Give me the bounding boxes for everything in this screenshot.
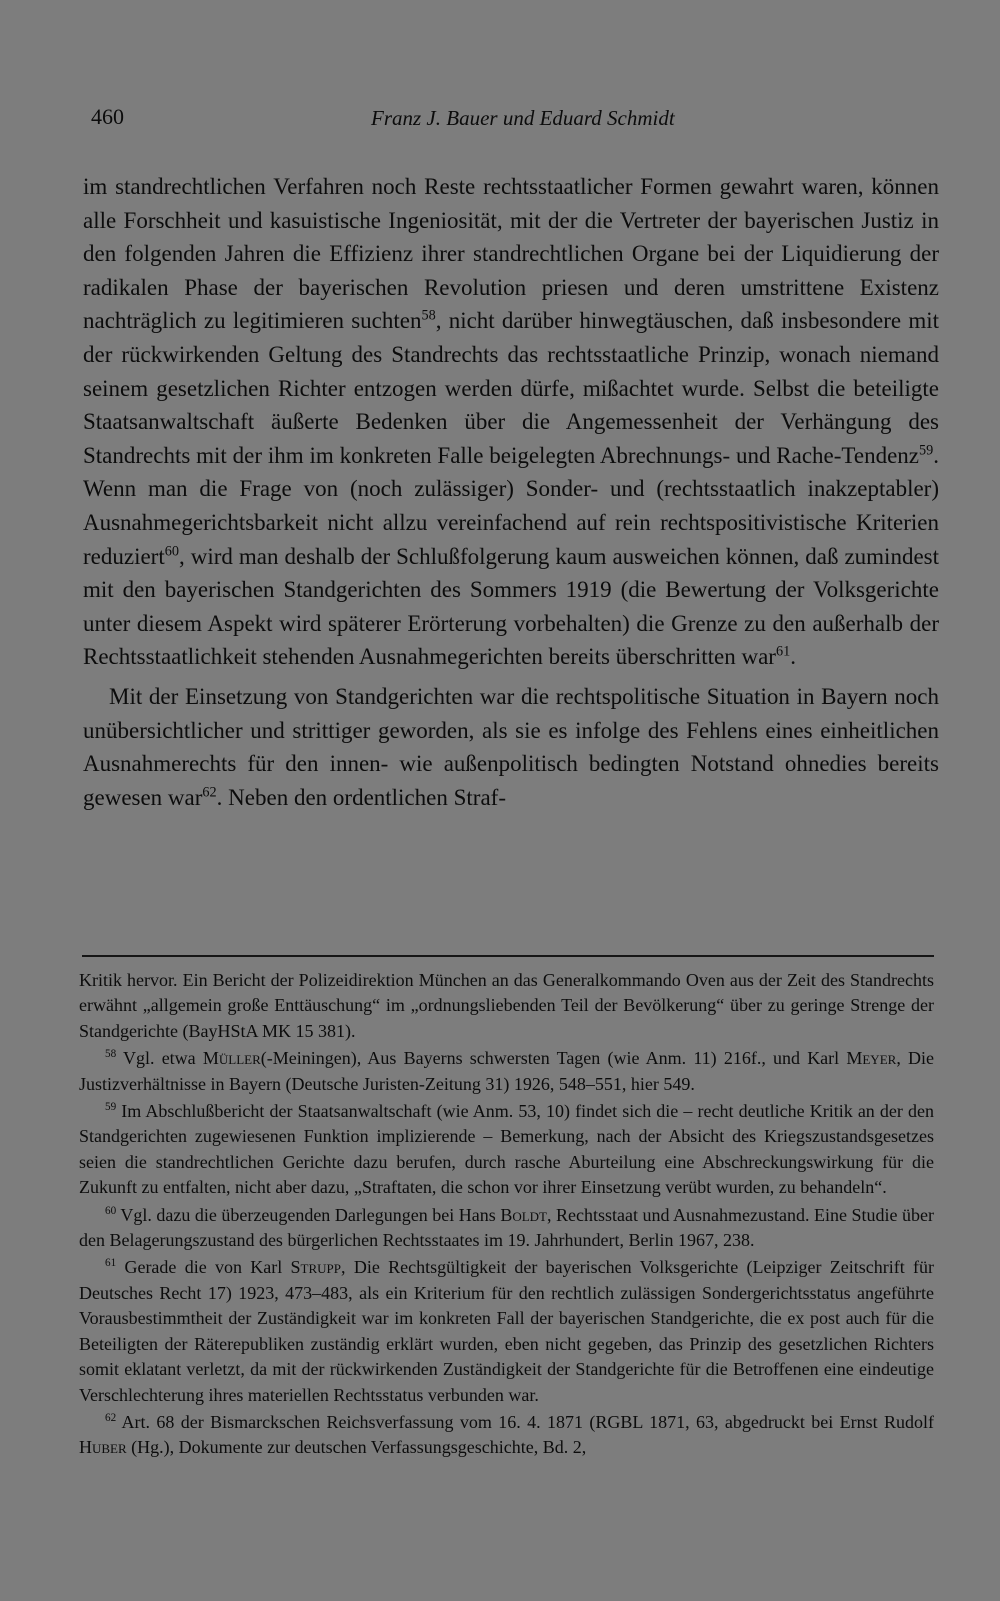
footnote-continuation: Kritik hervor. Ein Bericht der Polizeidirektion München an das Generalkommando Oven aus der Zeit des Standrechts erwähnt „allgemein große Enttäuschung“ im „ordnungsliebenden Teil der Bevölkerung“ über zu geringe Strenge der Standgerichte (BayHStA MK 15 381). — [79, 970, 934, 1041]
footnote-number: 58 — [105, 1048, 117, 1061]
running-head: Franz J. Bauer und Eduard Schmidt — [371, 106, 675, 130]
author-name: Strupp — [290, 1257, 342, 1278]
footnote-ref: 61 — [775, 643, 791, 660]
text-run: . Neben den ordentlichen Straf- — [216, 784, 506, 810]
text-run: Mit der Einsetzung von Standgerichten war die rechtspolitische Situation in Bayern noch unübersichtlicher und strittiger geworden, als sie es infolge des Fehlens eines einheitlichen Ausnahmerechts für den innen- wie außenpolitisch bedingten Notstand ohnedies bereits gewesen war — [83, 683, 939, 810]
text-run: Vgl. dazu die überzeugenden Darlegungen bei Hans — [120, 1204, 501, 1225]
footnote-ref: 58 — [421, 307, 436, 324]
footnote-59 — [79, 1099, 934, 1201]
text-run: , wird man deshalb der Schlußfolgerung kaum ausweichen können, daß zumindest mit den bayerischen Standgerichten des Sommers 1919 (die Bewertung der Volksgerichte unter diesem Aspekt wird späterer Erörterung vorbehalten) die Grenze zu den außerhalb der Rechtsstaatlichkeit stehenden Ausnahmegerichten bereits überschritten war — [83, 543, 939, 670]
text-run: , Die Justizverhältnisse in Bayern (Deutsche Juristen-Zeitung 31) 1926, 548–551, hier 549. — [79, 1048, 934, 1094]
footnote-number: 59 — [105, 1101, 117, 1114]
author-name: Müller — [202, 1048, 261, 1069]
footnote-number: 61 — [105, 1257, 117, 1270]
footnote-separator — [82, 955, 934, 957]
text-run: (Hg.), Dokumente zur deutschen Verfassungsgeschichte, Bd. 2, — [126, 1437, 587, 1458]
text-run: . — [790, 644, 796, 670]
text-run: , Die Rechtsgültigkeit der bayerischen Volksgerichte (Leipziger Zeitschrift für Deutsches Recht 17) 1923, 473–483, als ein Kriterium für den rechtlich zulässigen Sondergerichtsstatus angeführte Vorausbestimmtheit der Zuständigkeit war im konkreten Fall der bayerischen Standgerichte, die ex post auch für die Beteiligten der Räterepubliken zuständig erklärt wurden, eben nicht gegeben, das Prinzip des gesetzlichen Richters somit eklatant verletzt, da mit der rückwirkenden Zuständigkeit der Standgerichte für die Betroffenen eine eindeutige Verschlechterung ihres materiellen Rechtsstatus verbunden war. — [79, 1257, 934, 1405]
footnote-ref: 62 — [202, 784, 217, 801]
paragraph-2 — [83, 680, 939, 814]
text-run: Im Abschlußbericht der Staatsanwaltschaft (wie Anm. 53, 10) findet sich die – recht deutliche Kritik an der den Standgerichten zugewiesenen Funktion implizierende – Bemerkung, nach der Absicht des Kriegszustandsgesetzes seien die standrechtlichen Gerichte dazu berufen, durch rasche Aburteilung eine Abschreckungswirkung für die Zukunft zu entfalten, nicht aber dazu, „Straftaten, die schon vor ihrer Einsetzung verübt wurden, zu behandeln“. — [79, 1101, 935, 1198]
footnote-60 — [79, 1203, 934, 1254]
page-header — [91, 104, 675, 140]
footnote-ref: 59 — [919, 442, 934, 459]
text-run: Art. 68 der Bismarckschen Reichsverfassung vom 16. 4. 1871 (RGBL 1871, 63, abgedruckt bei Ernst Rudolf — [121, 1411, 934, 1432]
text-run: Vgl. etwa — [123, 1048, 203, 1069]
footnotes — [79, 968, 934, 1463]
footnote-61 — [79, 1255, 934, 1407]
main-text — [83, 170, 939, 814]
footnote-ref: 60 — [164, 542, 179, 559]
text-run: , nicht darüber hinwegtäuschen, daß insbesondere mit der rückwirkenden Geltung des Standrechts das rechtsstaatliche Prinzip, wonach niemand seinem gesetzlichen Richter entzogen werden dürfe, mißachtet wurde. Selbst die beteiligte Staatsanwaltschaft äußerte Bedenken über die Angemessenheit der Verhängung des Standrechts mit der ihm im konkreten Falle beigelegten Abrechnungs- und Rache-Tendenz — [83, 308, 939, 468]
page-number: 460 — [91, 104, 124, 129]
footnote-58 — [79, 1046, 934, 1097]
text-run: im standrechtlichen Verfahren noch Reste rechtsstaatlicher Formen gewahrt waren, können alle Forschheit und kasuistische Ingeniosität, mit der die Vertreter der bayerischen Justiz in den folgenden Jahren die Effizienz ihrer standrechtlichen Organe bei der Liquidierung der radikalen Phase der bayerischen Revolution priesen und deren umstrittene Existenz nachträglich zu legitimieren suchten — [83, 174, 939, 334]
text-run: Gerade die von Karl — [124, 1257, 291, 1278]
text-run: . Wenn man die Frage von (noch zulässiger) Sonder- und (rechtsstaatlich inakzeptabler) Ausnahmegerichtsbarkeit nicht allzu vereinfachend auf rein rechtspositivistische Kriterien reduziert — [83, 442, 939, 569]
text-run: , Rechtsstaat und Ausnahmezustand. Eine Studie über den Belagerungszustand des bürgerlichen Rechtsstaates im 19. Jahrhundert, Berlin 1967, 238. — [79, 1204, 935, 1251]
footnote-number: 62 — [105, 1411, 117, 1424]
footnote-number: 60 — [105, 1204, 117, 1217]
author-name: Boldt — [500, 1204, 547, 1225]
text-run: (-Meiningen), Aus Bayerns schwersten Tagen (wie Anm. 11) 216f., und Karl — [260, 1048, 847, 1069]
author-name: Huber — [79, 1437, 127, 1458]
footnote-62 — [79, 1410, 934, 1461]
paragraph-1 — [83, 170, 939, 674]
author-name: Meyer — [846, 1048, 897, 1069]
